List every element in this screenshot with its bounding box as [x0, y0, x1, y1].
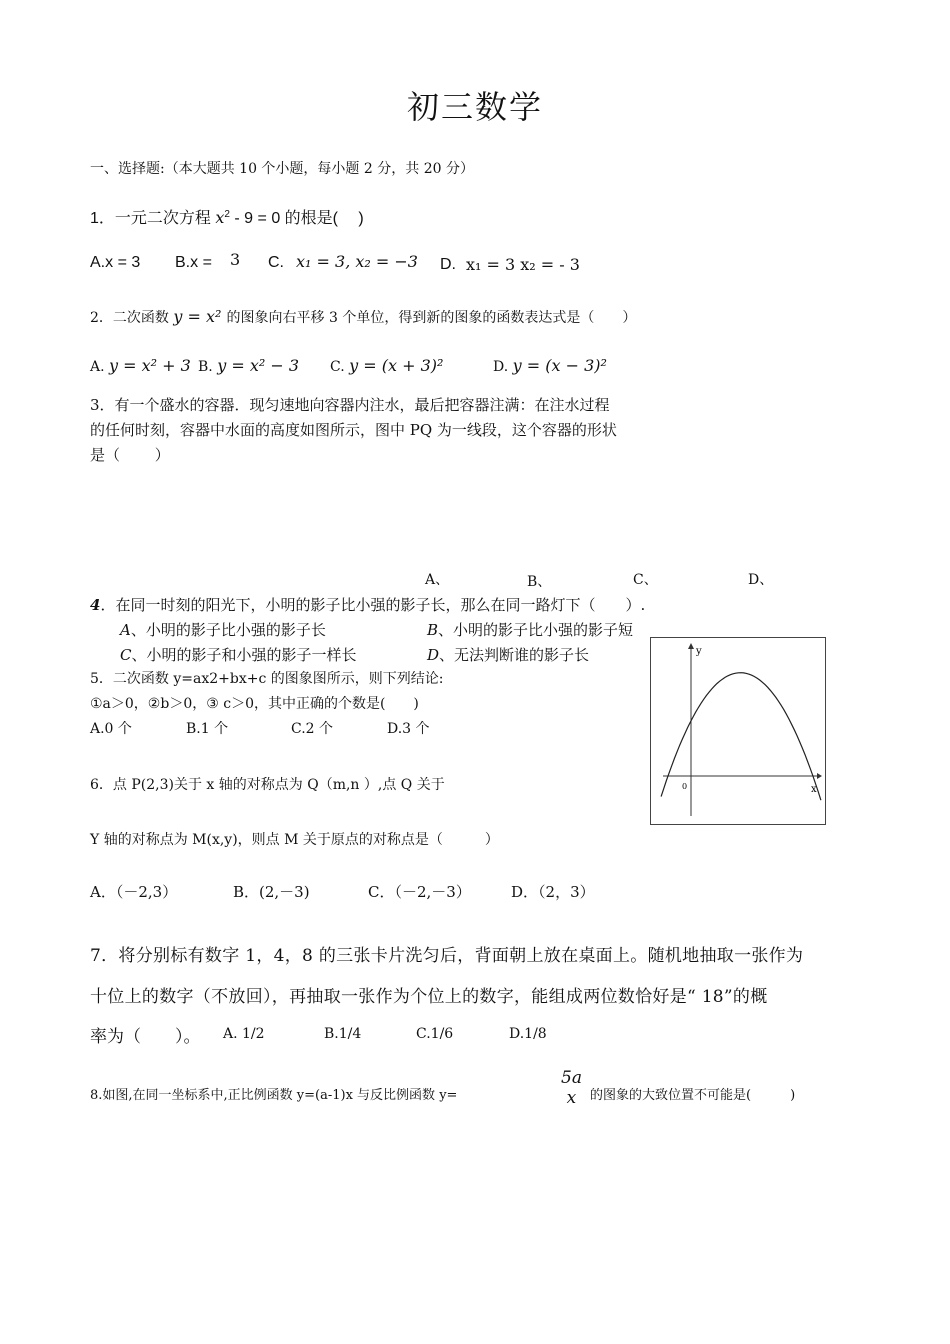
q2-stem-text: 2．二次函数 [90, 310, 169, 326]
q1-stem-text: 1．一元二次方程 [90, 210, 211, 227]
q2-option-d-label: D. [493, 359, 509, 375]
q3-option-b: B、 [527, 574, 552, 590]
q3-line-3: 是（ ） [90, 446, 170, 464]
q2-option-d [493, 356, 607, 375]
q4-option-c-text: 、小明的影子和小强的影子一样长 [131, 646, 357, 664]
q7-option-a: A. 1/2 [223, 1026, 265, 1042]
q3-option-a: A、 [425, 572, 450, 588]
q1-option-c: C. [268, 254, 284, 271]
q2-option-a [90, 356, 191, 375]
q1-option-a: A.x = 3 [90, 254, 141, 271]
q3-option-c: C、 [633, 572, 658, 588]
q2-option-c-label: C. [330, 359, 345, 375]
y-axis-label: y [696, 646, 702, 657]
q8-fraction-numerator: 5a [561, 1068, 582, 1088]
parabola-graph [651, 638, 825, 824]
q4-option-d [427, 644, 589, 665]
q3-option-d: D、 [748, 572, 774, 588]
q4-option-d-label: D [427, 646, 440, 664]
q1-stem-text-2: - 9 = 0 的根是( ) [234, 210, 364, 227]
q5-line-1: 5．二次函数 y=ax2+bx+c 的图象图所示，则下列结论: [90, 671, 444, 687]
q3-line-2: 的任何时刻，容器中水面的高度如图所示，图中 PQ 为一线段，这个容器的形状 [90, 421, 617, 439]
x-axis-arrow [817, 773, 822, 779]
q1-option-d-expr: x₁ = 3 x₂ = - 3 [466, 255, 580, 274]
q8-stem: 8.如图,在同一坐标系中,正比例函数 y=(a-1)x 与反比例函数 y= [90, 1088, 458, 1103]
q2-stem-text-2: 的图象向右平移 3 个单位，得到新的图象的函数表达式是（ ） [226, 310, 637, 326]
q4-option-c-label: C [120, 646, 132, 664]
q4-option-a-label: A [120, 621, 131, 639]
q4-option-b [427, 619, 633, 640]
section-heading: 一、选择题:（本大题共 10 个小题，每小题 2 分，共 20 分） [90, 161, 474, 177]
q2-option-a-label: A. [90, 359, 105, 375]
q2-option-d-expr: y = (x − 3)² [512, 356, 607, 375]
q8-stem-2: 的图象的大致位置不可能是( ) [590, 1088, 796, 1103]
q7-option-c: C.1/6 [416, 1026, 454, 1042]
q2-option-b [198, 356, 299, 375]
x-axis-label: x [811, 784, 817, 795]
q2-option-b-label: B. [198, 359, 213, 375]
q1-stem: 1．一元二次方程 $x^2 - 9 = 0$ 的根是( ) [90, 208, 364, 227]
q1-var: x [215, 208, 225, 227]
q4-option-c [120, 644, 357, 665]
q4-option-a [120, 619, 326, 640]
q5-option-a: A.0 个 [90, 721, 132, 737]
q4-stem [90, 594, 645, 615]
q1-option-c-expr: x₁ = 3, x₂ = −3 [296, 252, 418, 271]
q2-option-c-expr: y = (x + 3)² [349, 356, 444, 375]
q8-fraction-denominator: x [566, 1088, 577, 1108]
page-title: 初三数学 [406, 88, 543, 126]
q2-option-b-expr: y = x² − 3 [217, 356, 300, 375]
q1-option-d: D. [440, 256, 456, 273]
q6-option-b: B．(2,－3) [233, 883, 310, 901]
q6-option-a: A．（－2,3） [90, 883, 178, 901]
q2-stem [90, 307, 636, 327]
q7-option-b: B.1/4 [324, 1026, 362, 1042]
q5-option-b: B.1 个 [186, 721, 229, 737]
q1-option-b-value: 3 [230, 250, 241, 269]
q4-number: 4 [90, 596, 101, 614]
q7-line-2: 十位上的数字（不放回），再抽取一张作为个位上的数字，能组成两位数恰好是“ 18”的概 [90, 987, 768, 1007]
q4-stem-text: ．在同一时刻的阳光下，小明的影子比小强的影子长，那么在同一路灯下（ ）. [100, 596, 646, 614]
q5-option-c: C.2 个 [291, 721, 334, 737]
q4-option-b-label: B [427, 621, 439, 639]
q3-line-1: 3．有一个盛水的容器．现匀速地向容器内注水，最后把容器注满：在注水过程 [90, 396, 610, 414]
q6-line-1: 6．点 P(2,3)关于 x 轴的对称点为 Q（m,n ）,点 Q 关于 [90, 777, 445, 793]
q5-line-2: ①a＞0，②b＞0，③ c＞0，其中正确的个数是( ) [90, 696, 419, 712]
parabola-figure [650, 637, 826, 825]
y-axis-arrow [688, 643, 694, 649]
q7-option-d: D.1/8 [509, 1026, 547, 1042]
q6-line-2: Y 轴的对称点为 M(x,y)，则点 M 关于原点的对称点是（ ） [90, 832, 499, 848]
q5-option-d: D.3 个 [387, 721, 430, 737]
q7-line-3: 率为（ ）。 [90, 1027, 201, 1047]
q4-option-d-text: 、无法判断谁的影子长 [439, 646, 590, 664]
q6-option-c: C．（－2,－3） [368, 883, 471, 901]
q2-option-a-expr: y = x² + 3 [109, 356, 191, 375]
q1-option-b: B.x = [175, 254, 212, 271]
q2-option-c [330, 356, 443, 375]
q8-fraction [561, 1068, 582, 1108]
q4-option-b-text: 、小明的影子比小强的影子短 [438, 621, 634, 639]
q7-line-1: 7．将分别标有数字 1，4，8 的三张卡片洗匀后，背面朝上放在桌面上。随机地抽取一张作为 [90, 946, 804, 966]
origin-label: 0 [682, 782, 688, 791]
q6-option-d: D．（2，3） [511, 883, 595, 901]
q4-option-a-text: 、小明的影子比小强的影子长 [130, 621, 326, 639]
q2-stem-expr: y = x² [173, 307, 227, 326]
